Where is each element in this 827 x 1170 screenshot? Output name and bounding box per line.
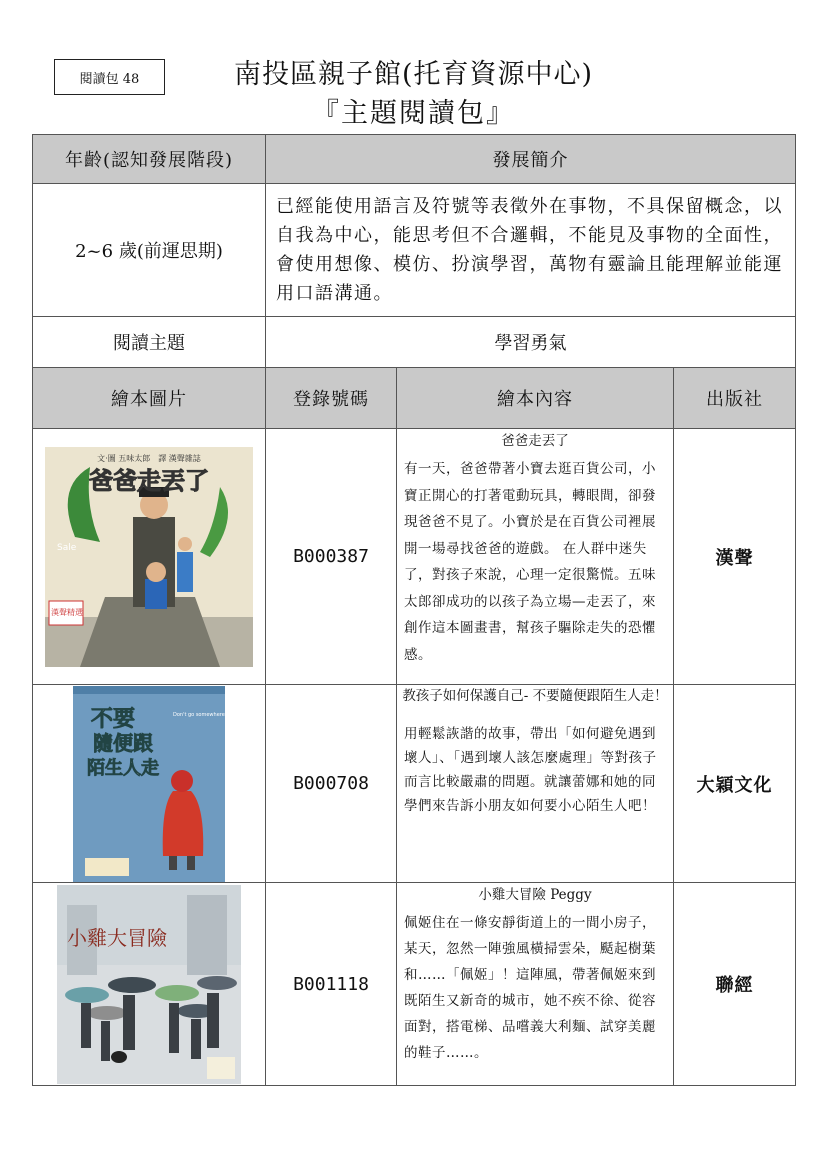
page-subtitle: 『主題閱讀包』 (312, 98, 515, 129)
cover-title-line1: 不要 (90, 706, 136, 732)
age-value: 2~6 歲(前運思期) (33, 184, 266, 317)
book-cover-cell (33, 685, 266, 883)
cover-badge-text: 漢聲精選 (51, 607, 83, 617)
book-content-cell (397, 685, 674, 883)
book-publisher: 大穎文化 (674, 685, 796, 883)
book-cover-image (45, 447, 253, 667)
col-content-header: 繪本內容 (397, 368, 674, 429)
cover-small-text: 文‧圖 五味太郎 譯 漢聲雜誌 (97, 453, 201, 463)
book-cover-image (73, 686, 263, 882)
book-code: B000387 (266, 429, 397, 685)
book-content-cell (397, 883, 674, 1086)
book-description: 佩姬住在一條安靜街道上的一間小房子，某天，忽然一陣強風橫掃雲朵，颳起樹葉和……「佩姬」！這陣風，帶著佩姬來到既陌生又新奇的城市，她不疾不徐、從容面對，搭電梯、品嚐義大利麵、試穿美麗的鞋子……。 (404, 915, 656, 1061)
cover-title-text: 小雞大冒險 (67, 925, 167, 950)
dev-header: 發展簡介 (266, 135, 796, 184)
book-code: B000708 (266, 685, 397, 883)
theme-label: 閱讀主題 (33, 317, 266, 368)
dev-value: 已經能使用語言及符號等表徵外在事物，不具保留概念，以自我為中心，能思考但不合邏輯，不能見及事物的全面性，會使用想像、模仿、扮演學習，萬物有靈論且能理解並能運用口語溝通。 (266, 184, 796, 317)
book-code: B001118 (266, 883, 397, 1086)
cover-title-line3: 陌生人走 (87, 757, 159, 779)
age-header: 年齡(認知發展階段) (33, 135, 266, 184)
book-publisher: 聯經 (674, 883, 796, 1086)
col-publisher-header: 出版社 (674, 368, 796, 429)
table-row (33, 685, 796, 883)
reading-pack-table (32, 134, 796, 1086)
book-cover-cell (33, 429, 266, 685)
cover-title-text: 爸爸走丟了 (89, 466, 209, 495)
book-cover-cell (33, 883, 266, 1086)
book-content-cell (397, 429, 674, 685)
book-title: 小雞大冒險 Peggy (478, 887, 592, 903)
book-description: 有一天，爸爸帶著小寶去逛百貨公司，小寶正開心的打著電動玩具，轉眼間，卻發現爸爸不見了。小寶於是在百貨公司裡展開一場尋找爸爸的遊戲。 在人群中迷失了，對孩子來說，心理一定很驚慌。五味太郎卻成功的以孩子為立場—走丟了，來創作這本圖畫書，幫孩子驅除走失的恐懼感。 (404, 461, 656, 663)
cover-english-text: Don't go somewhere with strangers (173, 711, 263, 718)
cover-sale-text: Sale (57, 542, 77, 553)
cover-title-line2: 隨便跟 (93, 730, 153, 755)
book-title: 教孩子如何保護自己- 不要隨便跟陌生人走！ (402, 688, 668, 704)
col-image-header: 繪本圖片 (33, 368, 266, 429)
book-title: 爸爸走丟了 (501, 433, 569, 449)
theme-value: 學習勇氣 (266, 317, 796, 368)
table-row (33, 883, 796, 1086)
table-row (33, 429, 796, 685)
book-description: 用輕鬆詼諧的故事，帶出「如何避免遇到壞人」、「遇到壞人該怎麼處理」等對孩子而言比較嚴肅的問題。就讓蕾娜和她的同學們來告訴小朋友如何要小心陌生人吧！ (404, 726, 657, 814)
page-title: 南投區親子館(托育資源中心) (233, 59, 594, 90)
book-publisher: 漢聲 (674, 429, 796, 685)
col-code-header: 登錄號碼 (266, 368, 397, 429)
pack-label: 閱讀包 48 (54, 59, 165, 95)
book-cover-image (57, 885, 241, 1084)
